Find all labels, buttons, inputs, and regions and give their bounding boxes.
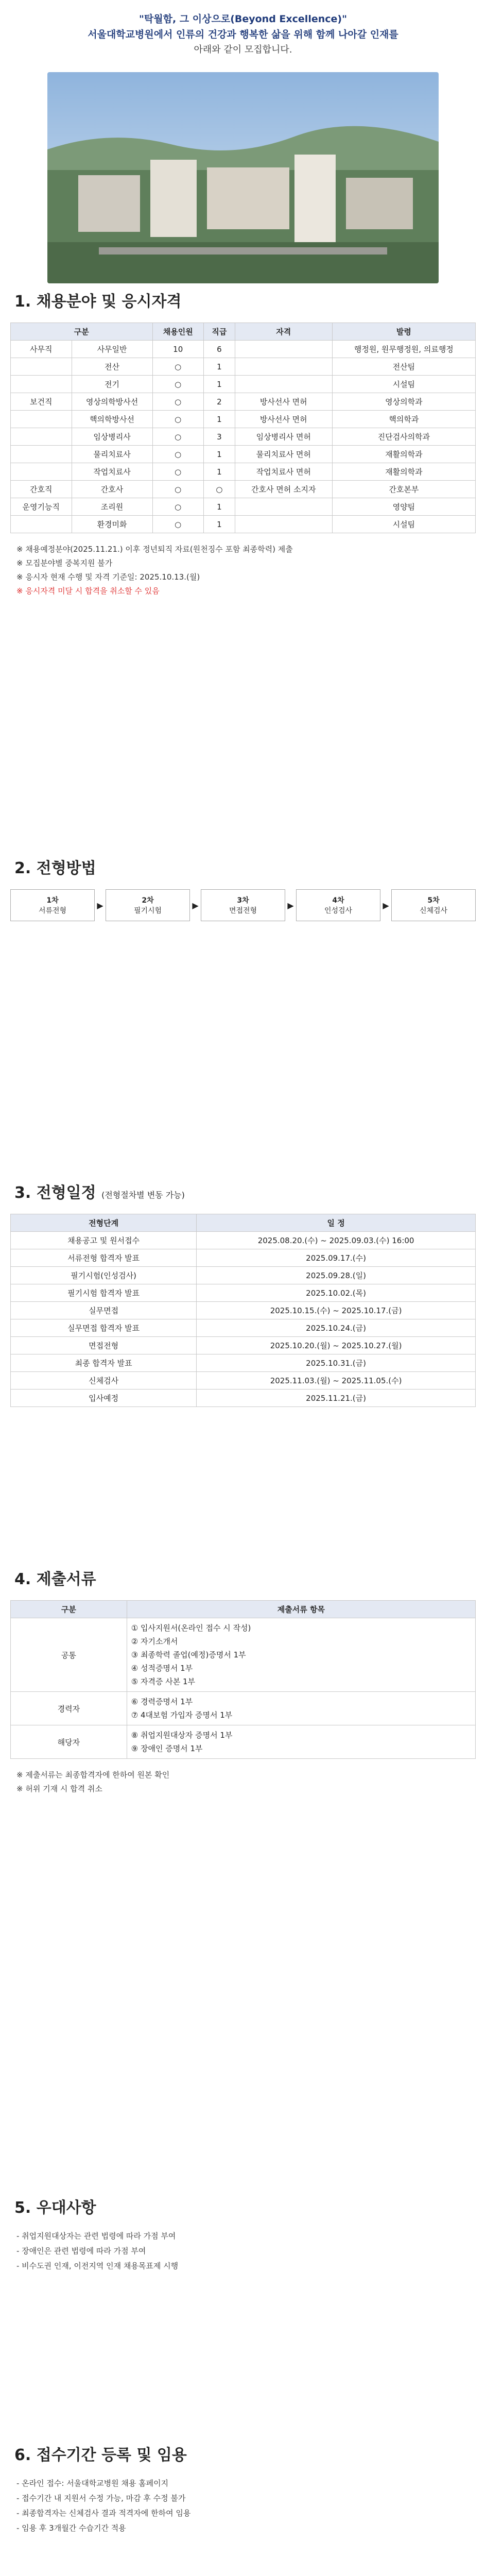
section-1 <box>10 289 476 598</box>
section-1-notes: ※ 채용예정분야(2025.11.21.) 이후 정년퇴직 자료(원천징수 포함 최종학력) 제출 ※ 모집분야별 중복지원 불가 ※ 응시자 현재 수행 및 자격 기준일: 2025.10.13.(월) ※ 응시자격 미달 시 합격을 취소할 수 있음 <box>16 545 293 596</box>
stage: 1차 서류전형 <box>10 889 95 921</box>
section-3 <box>10 1180 476 1407</box>
table-row: 실무면접 합격자 발표 2025.10.24.(금) <box>11 1319 476 1337</box>
section-2-title: 2. 전형방법 <box>14 859 96 877</box>
registration-list: - 온라인 접수: 서울대학교병원 채용 홈페이지 - 접수기간 내 지원서 수정 가능, 마감 후 수정 불가 - 최종합격자는 신체검사 결과 적격자에 한하여 임용 - 임용 후 3개월간 수습기간 적용 <box>16 2479 191 2533</box>
intro <box>0 0 486 58</box>
section-2 <box>10 855 476 921</box>
col-grade: 직급 <box>203 323 235 341</box>
table-row: 입사예정 2025.11.21.(금) <box>11 1389 476 1407</box>
table-row: 실무면접 2025.10.15.(수) ~ 2025.10.17.(금) <box>11 1302 476 1319</box>
arrow-icon: ▶ <box>383 900 389 910</box>
table-row: 물리치료사 ○ 1 물리치료사 면허 재활의학과 <box>11 446 476 463</box>
section-3-title: 3. 전형일정 (전형절차별 변동 가능) <box>14 1184 185 1202</box>
table-row: 사무직 사무일반 10 6 행정원, 원무행정원, 의료행정 <box>11 341 476 358</box>
intro-line-2: 서울대학교병원에서 인류의 건강과 행복한 삶을 위해 함께 나아갈 인재를 <box>88 29 398 40</box>
col-assignment: 발령 <box>332 323 475 341</box>
campus-aerial-photo <box>47 72 439 283</box>
col-category: 구분 <box>11 323 153 341</box>
table-header <box>11 323 476 341</box>
intro-line-3: 아래와 같이 모집합니다. <box>194 44 292 55</box>
slogan: "탁월함, 그 이상으로(Beyond Excellence)" <box>139 13 347 25</box>
section-5-title: 5. 우대사항 <box>14 2199 96 2217</box>
table-row: 핵의학방사선 ○ 1 방사선사 면허 핵의학과 <box>11 411 476 428</box>
table-row: 임상병리사 ○ 3 임상병리사 면허 진단검사의학과 <box>11 428 476 446</box>
table-row: 공통 ① 입사지원서(온라인 접수 시 작성) ② 자기소개서 ③ 최종학력 졸업(예정)증명서 1부 ④ 성적증명서 1부 ⑤ 자격증 사본 1부 <box>11 1618 476 1692</box>
section-6 <box>10 2442 476 2536</box>
section-4 <box>10 1566 476 1796</box>
col-count: 채용인원 <box>152 323 203 341</box>
table-row: 신체검사 2025.11.03.(월) ~ 2025.11.05.(수) <box>11 1372 476 1389</box>
preference-list: - 취업지원대상자는 관련 법령에 따라 가점 부여 - 장애인은 관련 법령에 따라 가점 부여 - 비수도권 인재, 이전지역 인재 채용목표제 시행 <box>16 2231 179 2270</box>
section-4-title: 4. 제출서류 <box>14 1570 96 1588</box>
col-qualification: 자격 <box>235 323 332 341</box>
table-row: 필기시험(인성검사) 2025.09.28.(일) <box>11 1267 476 1284</box>
section-1-title: 1. 채용분야 및 응시자격 <box>14 293 182 311</box>
qualification-table <box>10 323 476 533</box>
table-row: 전기 ○ 1 시설팀 <box>11 376 476 393</box>
table-row: 해당자 ⑧ 취업지원대상자 증명서 1부 ⑨ 장애인 증명서 1부 <box>11 1725 476 1759</box>
table-header: 전형단계 일 정 <box>11 1214 476 1232</box>
arrow-icon: ▶ <box>287 900 294 910</box>
table-row: 환경미화 ○ 1 시설팀 <box>11 516 476 533</box>
section-5 <box>10 2195 476 2274</box>
table-row: 전산 ○ 1 전산팀 <box>11 358 476 376</box>
table-row: 경력자 ⑥ 경력증명서 1부 ⑦ 4대보험 가입자 증명서 1부 <box>11 1692 476 1725</box>
table-row: 작업치료사 ○ 1 작업치료사 면허 재활의학과 <box>11 463 476 481</box>
table-row: 최종 합격자 발표 2025.10.31.(금) <box>11 1354 476 1372</box>
stage: 4차 인성검사 <box>296 889 380 921</box>
table-row: 간호직 간호사 ○ ○ 간호사 면허 소지자 간호본부 <box>11 481 476 498</box>
section-6-title: 6. 접수기간 등록 및 임용 <box>14 2446 187 2464</box>
table-row: 보건직 영상의학방사선 ○ 2 방사선사 면허 영상의학과 <box>11 393 476 411</box>
table-header: 구분 제출서류 항목 <box>11 1601 476 1618</box>
stage: 5차 신체검사 <box>391 889 476 921</box>
table-row: 면접전형 2025.10.20.(월) ~ 2025.10.27.(월) <box>11 1337 476 1354</box>
documents-table <box>10 1600 476 1759</box>
section-4-notes: ※ 제출서류는 최종합격자에 한하여 원본 확인 ※ 허위 기재 시 합격 취소 <box>16 1770 170 1793</box>
stage: 2차 필기시험 <box>106 889 190 921</box>
table-row: 필기시험 합격자 발표 2025.10.02.(목) <box>11 1284 476 1302</box>
table-row: 서류전형 합격자 발표 2025.09.17.(수) <box>11 1249 476 1267</box>
selection-flow <box>10 889 476 921</box>
arrow-icon: ▶ <box>192 900 199 910</box>
stage: 3차 면접전형 <box>201 889 285 921</box>
table-row: 운영기능직 조리원 ○ 1 영양팀 <box>11 498 476 516</box>
arrow-icon: ▶ <box>97 900 103 910</box>
schedule-table <box>10 1214 476 1407</box>
campus-illustration <box>47 72 439 283</box>
table-row: 채용공고 및 원서접수 2025.08.20.(수) ~ 2025.09.03.(수) 16:00 <box>11 1232 476 1249</box>
